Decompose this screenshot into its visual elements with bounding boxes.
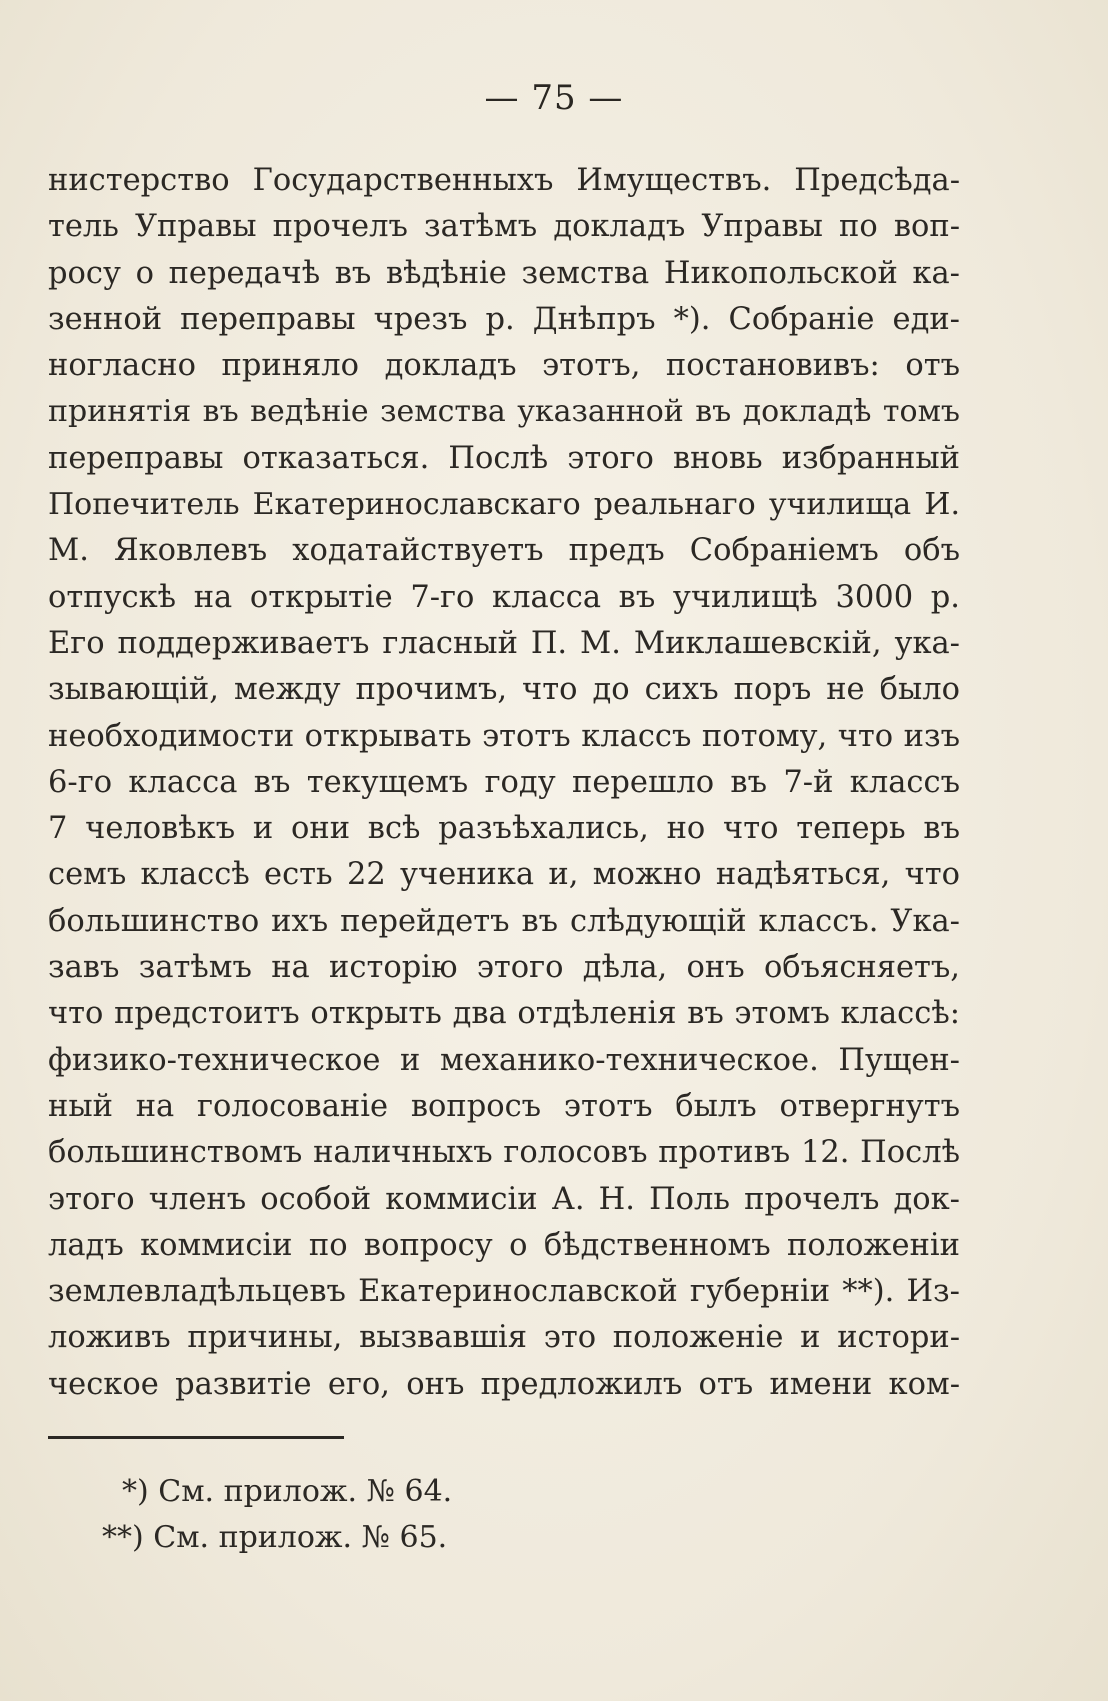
- text-line: что предстоитъ открыть два отдѣленія въ этомъ классѣ:: [48, 996, 960, 1032]
- text-line: необходимости открывать этотъ классъ потому, что изъ: [48, 718, 960, 754]
- text-line: принятія въ ведѣніе земства указанной въ докладѣ томъ: [48, 394, 960, 430]
- page-number: — 75 —: [484, 78, 624, 118]
- text-line: большинство ихъ перейдетъ въ слѣдующій классъ. Ука-: [48, 903, 960, 939]
- body-text: [48, 158, 960, 1408]
- text-line: этого членъ особой коммисіи А. Н. Поль прочелъ док-: [48, 1181, 960, 1217]
- text-line: ный на голосованіе вопросъ этотъ былъ отвергнутъ: [48, 1088, 960, 1124]
- text-line: ногласно приняло докладъ этотъ, постановивъ: отъ: [48, 348, 960, 384]
- footnote-separator: [48, 1436, 344, 1439]
- text-line: Попечитель Екатеринославскаго реальнаго училища И.: [48, 487, 960, 523]
- text-line: М. Яковлевъ ходатайствуетъ предъ Собраніемъ объ: [48, 533, 960, 569]
- text-line: переправы отказаться. Послѣ этого вновь избранный: [48, 440, 960, 476]
- text-line: тель Управы прочелъ затѣмъ докладъ Управы по воп-: [48, 209, 960, 245]
- text-line: семъ классѣ есть 22 ученика и, можно надѣяться, что: [48, 857, 960, 893]
- text-line: завъ затѣмъ на исторію этого дѣла, онъ объясняетъ,: [48, 950, 960, 986]
- text-line: 6-го класса въ текущемъ году перешло въ 7-й классъ: [48, 764, 960, 800]
- text-line: зывающій, между прочимъ, что до сихъ поръ не было: [48, 672, 960, 708]
- text-line: отпускѣ на открытіе 7-го класса въ училищѣ 3000 р.: [48, 579, 960, 615]
- footnotes: [102, 1469, 902, 1561]
- footnote-2: **) См. прилож. № 65.: [102, 1520, 448, 1555]
- footnote-1: *) См. прилож. № 64.: [122, 1474, 453, 1509]
- text-line: росу о передачѣ въ вѣдѣніе земства Никопольской ка-: [48, 255, 960, 291]
- text-line: ложивъ причины, вызвавшія это положеніе и истори-: [48, 1320, 960, 1356]
- text-line: землевладѣльцевъ Екатеринославской губерніи **). Из-: [48, 1274, 960, 1310]
- text-line: большинствомъ наличныхъ голосовъ противъ 12. Послѣ: [48, 1135, 960, 1171]
- text-line: 7 человѣкъ и они всѣ разъѣхались, но что теперь въ: [48, 811, 960, 847]
- text-line: физико-техническое и механико-техническое. Пущен-: [48, 1042, 960, 1078]
- text-line: ладъ коммисіи по вопросу о бѣдственномъ положеніи: [48, 1227, 960, 1263]
- text-line: нистерство Государственныхъ Имуществъ. Предсѣда-: [48, 163, 960, 198]
- text-line: зенной переправы чрезъ р. Днѣпръ *). Собраніе еди-: [48, 301, 960, 337]
- text-line: ческое развитіе его, онъ предложилъ отъ имени ком-: [48, 1366, 960, 1402]
- text-line: Его поддерживаетъ гласный П. М. Миклашевскій, ука-: [48, 625, 960, 661]
